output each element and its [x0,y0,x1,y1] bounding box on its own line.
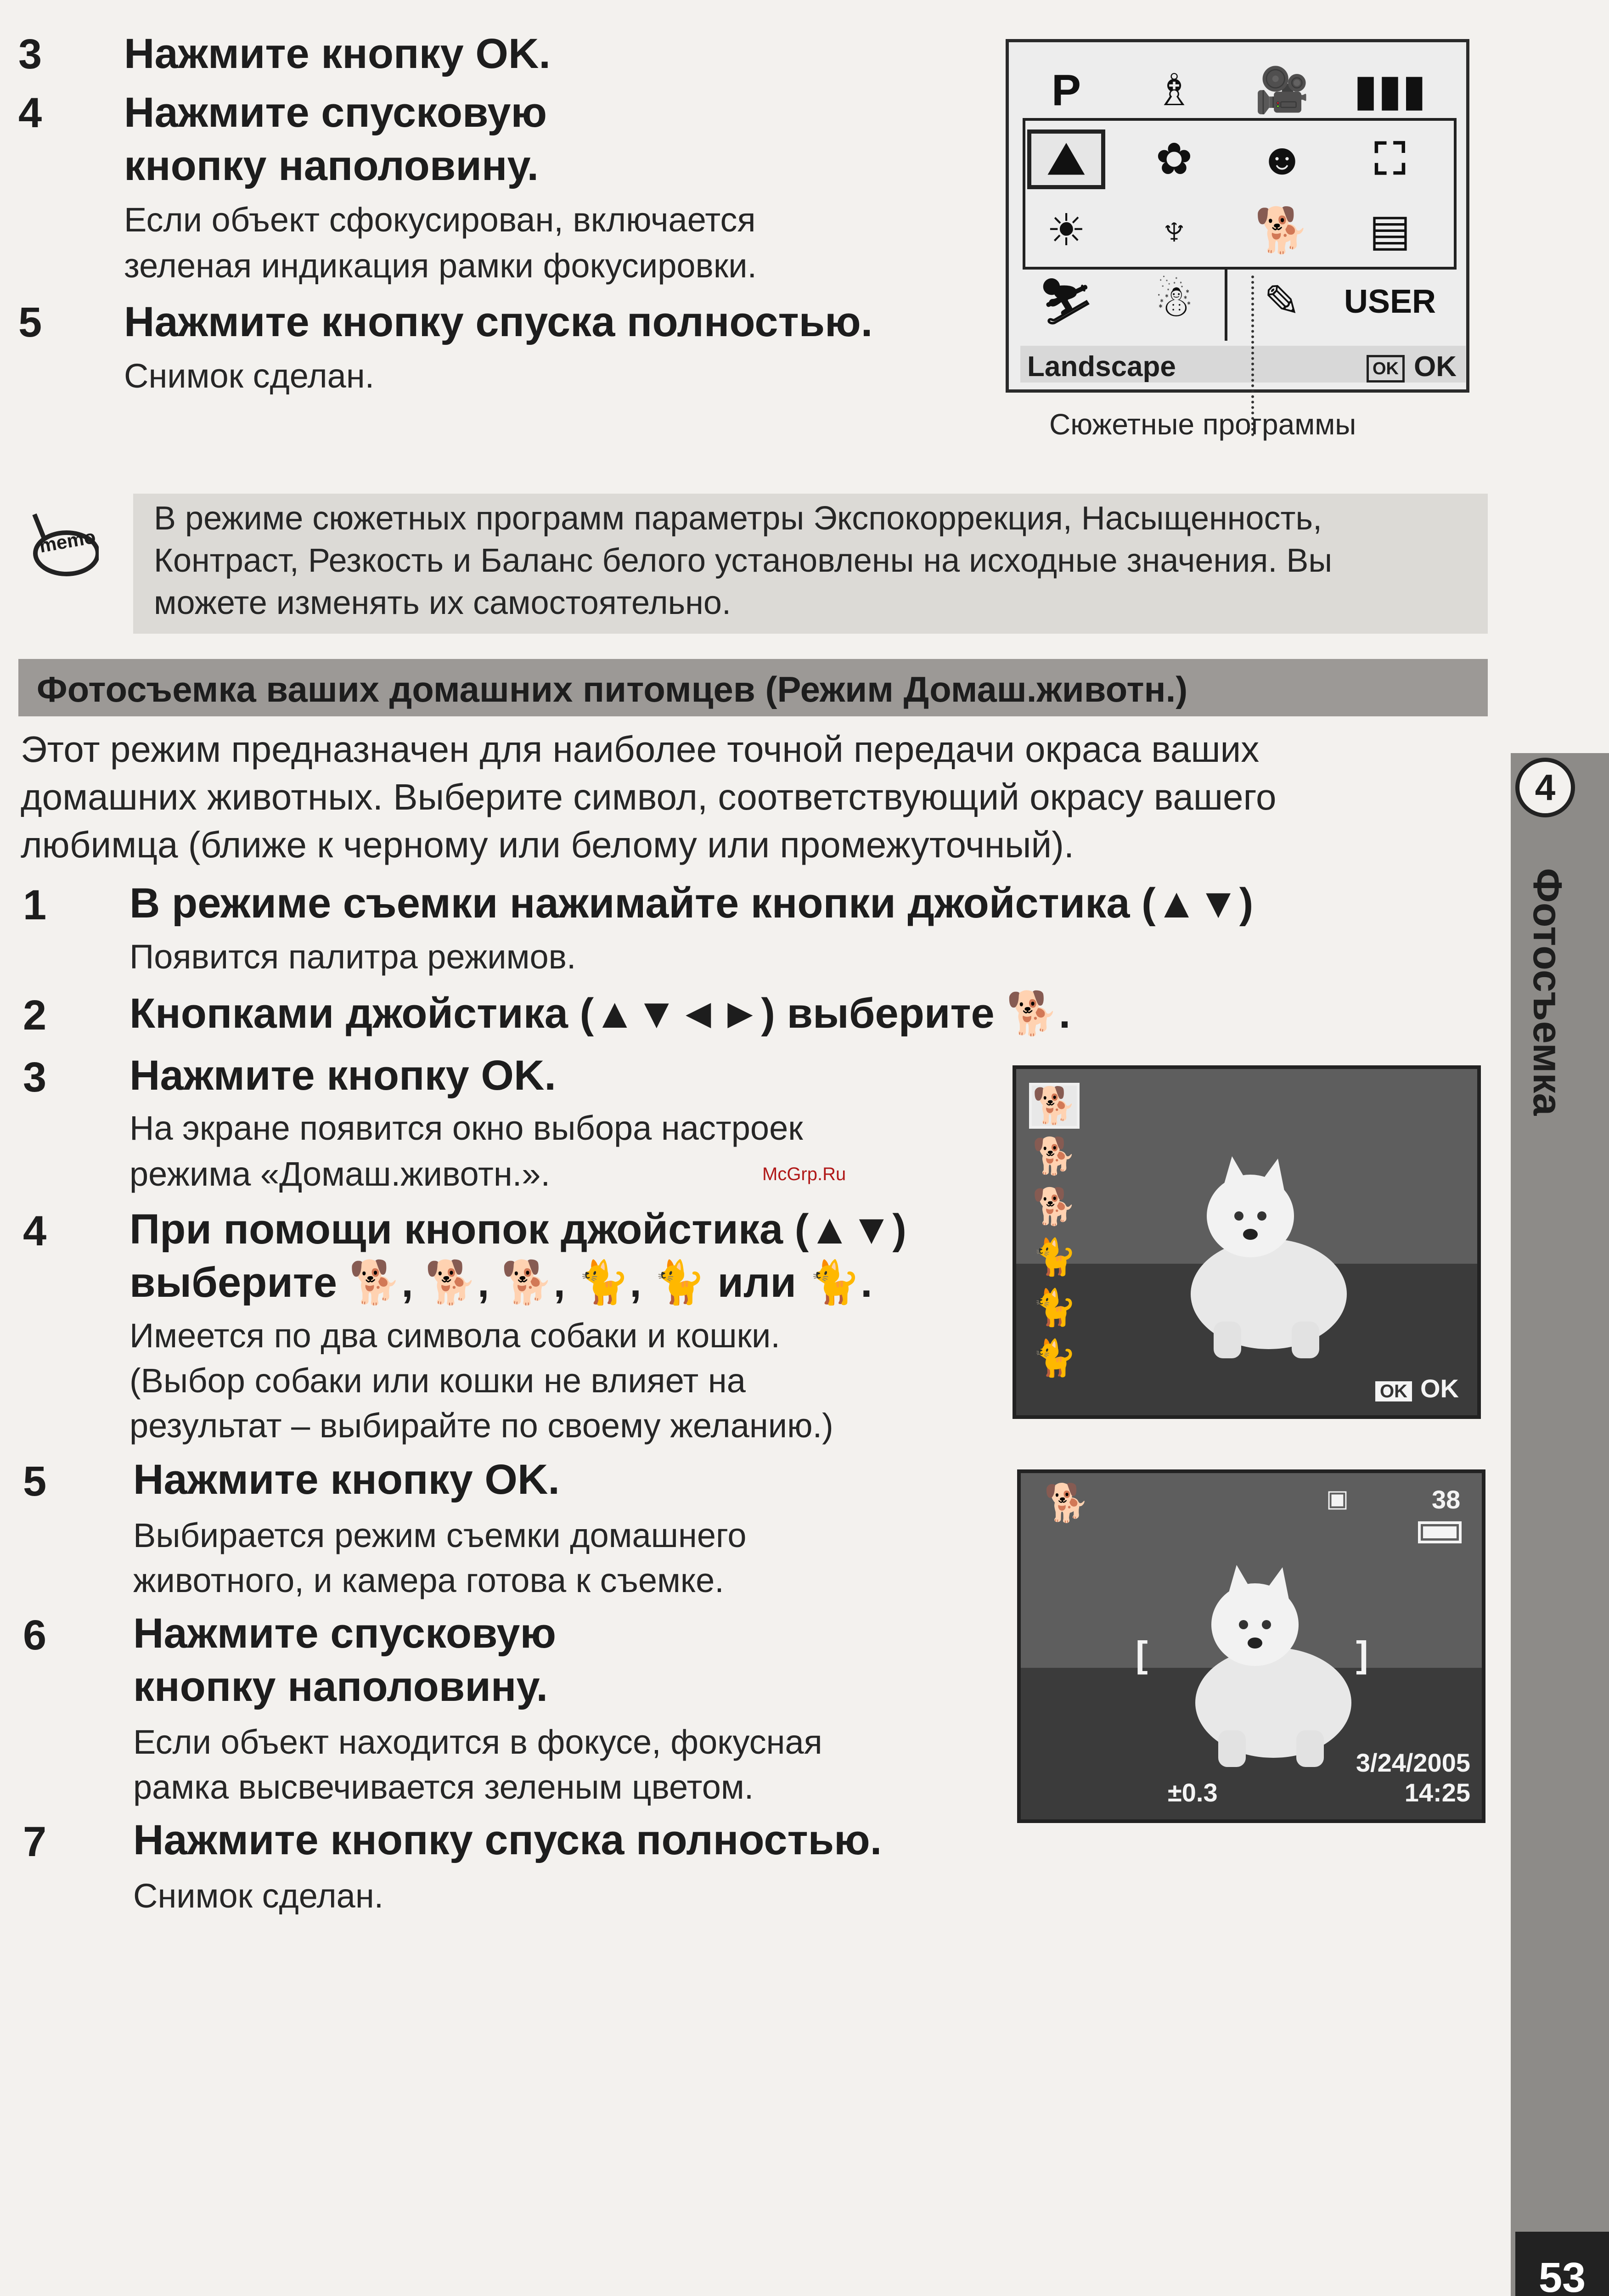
frame-icon[interactable]: ✎ [1263,277,1301,326]
dog-photo [1154,1156,1365,1358]
shooting-screen [1017,1469,1485,1823]
section-title: Фотосъемка ваших домашних питомцев (Режим Домаш.животн.) [37,669,1188,709]
step-text: результат – выбирайте по своему желанию.) [129,1407,833,1445]
ok-box: OK [1375,1381,1412,1401]
memo-label: memo [37,525,97,557]
pet-mode-dog-3-icon[interactable]: 🐕 [1032,1186,1077,1227]
program-icon[interactable]: P [1051,66,1081,115]
chapter-number: 4 [1515,758,1575,817]
scene-name: Landscape [1027,351,1176,383]
step-number: 2 [23,992,47,1039]
shots-remaining: 38 [1432,1485,1461,1514]
pet-mode-dog-1-icon[interactable]: 🐕 [1029,1083,1080,1129]
snow-icon[interactable]: ☃ [1154,277,1194,326]
pet-icon[interactable]: 🐕 [1255,206,1310,255]
self-portrait-icon[interactable]: ⛶ [1374,135,1406,184]
flower-icon[interactable]: ✿ [1155,135,1193,184]
chapter-label: Фотосъемка [1525,868,1570,1116]
ev-compensation: ±0.3 [1168,1778,1218,1807]
step-number: 5 [23,1458,47,1505]
menu-caption: Сюжетные программы [1049,408,1356,441]
step-title: Нажмите спусковую [133,1610,557,1657]
pet-mode-dog-2-icon[interactable]: 🐕 [1032,1136,1077,1176]
focus-frame-right: ] [1356,1634,1368,1675]
pet-mode-cat-1-icon[interactable]: 🐈 [1032,1237,1077,1277]
step-number: 6 [23,1612,47,1659]
step-number: 4 [18,90,42,136]
step-title: Нажмите кнопку OK. [124,30,551,77]
step-text: Если объект находится в фокусе, фокусная [133,1723,822,1761]
ok-indicator [1367,350,1457,383]
step-text: Если объект сфокусирован, включается [124,201,756,239]
portrait-icon[interactable]: ♗ [1154,66,1194,115]
step-text: (Выбор собаки или кошки не влияет на [129,1362,746,1400]
step-text: зеленая индикация рамки фокусировки. [124,247,757,285]
panorama-icon[interactable]: ▮▮▮ [1353,66,1427,115]
menu-group-border [1225,267,1227,341]
watermark: McGrp.Ru [762,1164,846,1184]
step-number: 5 [18,299,42,346]
time-display: 14:25 [1404,1778,1470,1807]
menu-status-bar [1020,346,1466,383]
landscape-icon[interactable]: ⛰ [1027,129,1105,189]
ok-label: OK [1414,351,1457,383]
dog-photo [1159,1565,1370,1767]
step-text: Появится палитра режимов. [129,938,576,976]
step-text: На экране появится окно выбора настроек [129,1109,803,1147]
date-display: 3/24/2005 [1356,1748,1470,1777]
step-title: выберите 🐕, 🐕, 🐕, 🐈, 🐈 или 🐈. [129,1259,872,1306]
sport-icon[interactable]: ⛷ [1038,277,1094,326]
step-text: рамка высвечивается зеленым цветом. [133,1768,754,1806]
pet-palette-screen [1013,1065,1481,1419]
ok-label: OK [1420,1374,1459,1403]
step-number: 3 [18,31,42,78]
intro-text: домашних животных. Выберите символ, соответствующий окрасу вашего [21,777,1277,817]
step-title: При помощи кнопок джойстика (▲▼) [129,1206,906,1253]
step-title: Нажмите спусковую [124,89,547,136]
memo-text: В режиме сюжетных программ параметры Экспокоррекция, Насыщенность, [154,500,1322,537]
memory-card-icon: ▣ [1326,1486,1349,1512]
intro-text: Этот режим предназначен для наиболее точной передачи окраса ваших [21,729,1260,770]
step-text: животного, и камера готова к съемке. [133,1561,724,1599]
step-title: Кнопками джойстика (▲▼◄►) выберите 🐕. [129,990,1071,1037]
step-number: 3 [23,1054,47,1101]
text-icon[interactable]: ▤ [1369,206,1411,255]
step-title: В режиме съемки нажимайте кнопки джойстика (▲▼) [129,880,1254,927]
step-title: кнопку наполовину. [133,1663,548,1710]
soft-portrait-icon[interactable]: ☻ [1259,135,1305,184]
step-title: Нажмите кнопку спуска полностью. [124,298,873,345]
step-title: Нажмите кнопку спуска полностью. [133,1817,882,1863]
step-number: 1 [23,882,47,929]
step-title: Нажмите кнопку OK. [129,1052,556,1099]
step-title: Нажмите кнопку OK. [133,1456,560,1503]
step-text: Снимок сделан. [124,357,375,395]
step-text: Снимок сделан. [133,1877,384,1915]
focus-frame-left: [ [1136,1634,1148,1675]
pet-mode-cat-2-icon[interactable]: 🐈 [1032,1287,1077,1328]
step-text: Имеется по два символа собаки и кошки. [129,1317,780,1355]
step-text: Выбирается режим съемки домашнего [133,1516,747,1554]
pet-mode-cat-3-icon[interactable]: 🐈 [1032,1338,1077,1378]
memo-text: можете изменять их самостоятельно. [154,585,731,621]
ok-indicator [1375,1376,1459,1401]
step-number: 4 [23,1208,47,1255]
ok-box: OK [1367,355,1405,383]
pet-mode-icon: 🐕 [1044,1482,1090,1523]
scene-menu [1006,39,1469,393]
intro-text: любимца (ближе к черному или белому или промежуточный). [21,824,1075,865]
sunset-icon[interactable]: ☀ [1046,206,1086,255]
food-icon[interactable]: ♆ [1158,206,1191,255]
user-mode-button[interactable]: USER [1344,283,1436,320]
memo-text: Контраст, Резкость и Баланс белого установлены на исходные значения. Вы [154,542,1333,579]
movie-icon[interactable]: 🎥 [1255,66,1310,115]
step-text: режима «Домаш.животн.». [129,1155,551,1193]
battery-icon [1418,1521,1462,1543]
step-number: 7 [23,1818,47,1865]
step-title: кнопку наполовину. [124,142,539,189]
page-number: 53 [1515,2232,1609,2296]
